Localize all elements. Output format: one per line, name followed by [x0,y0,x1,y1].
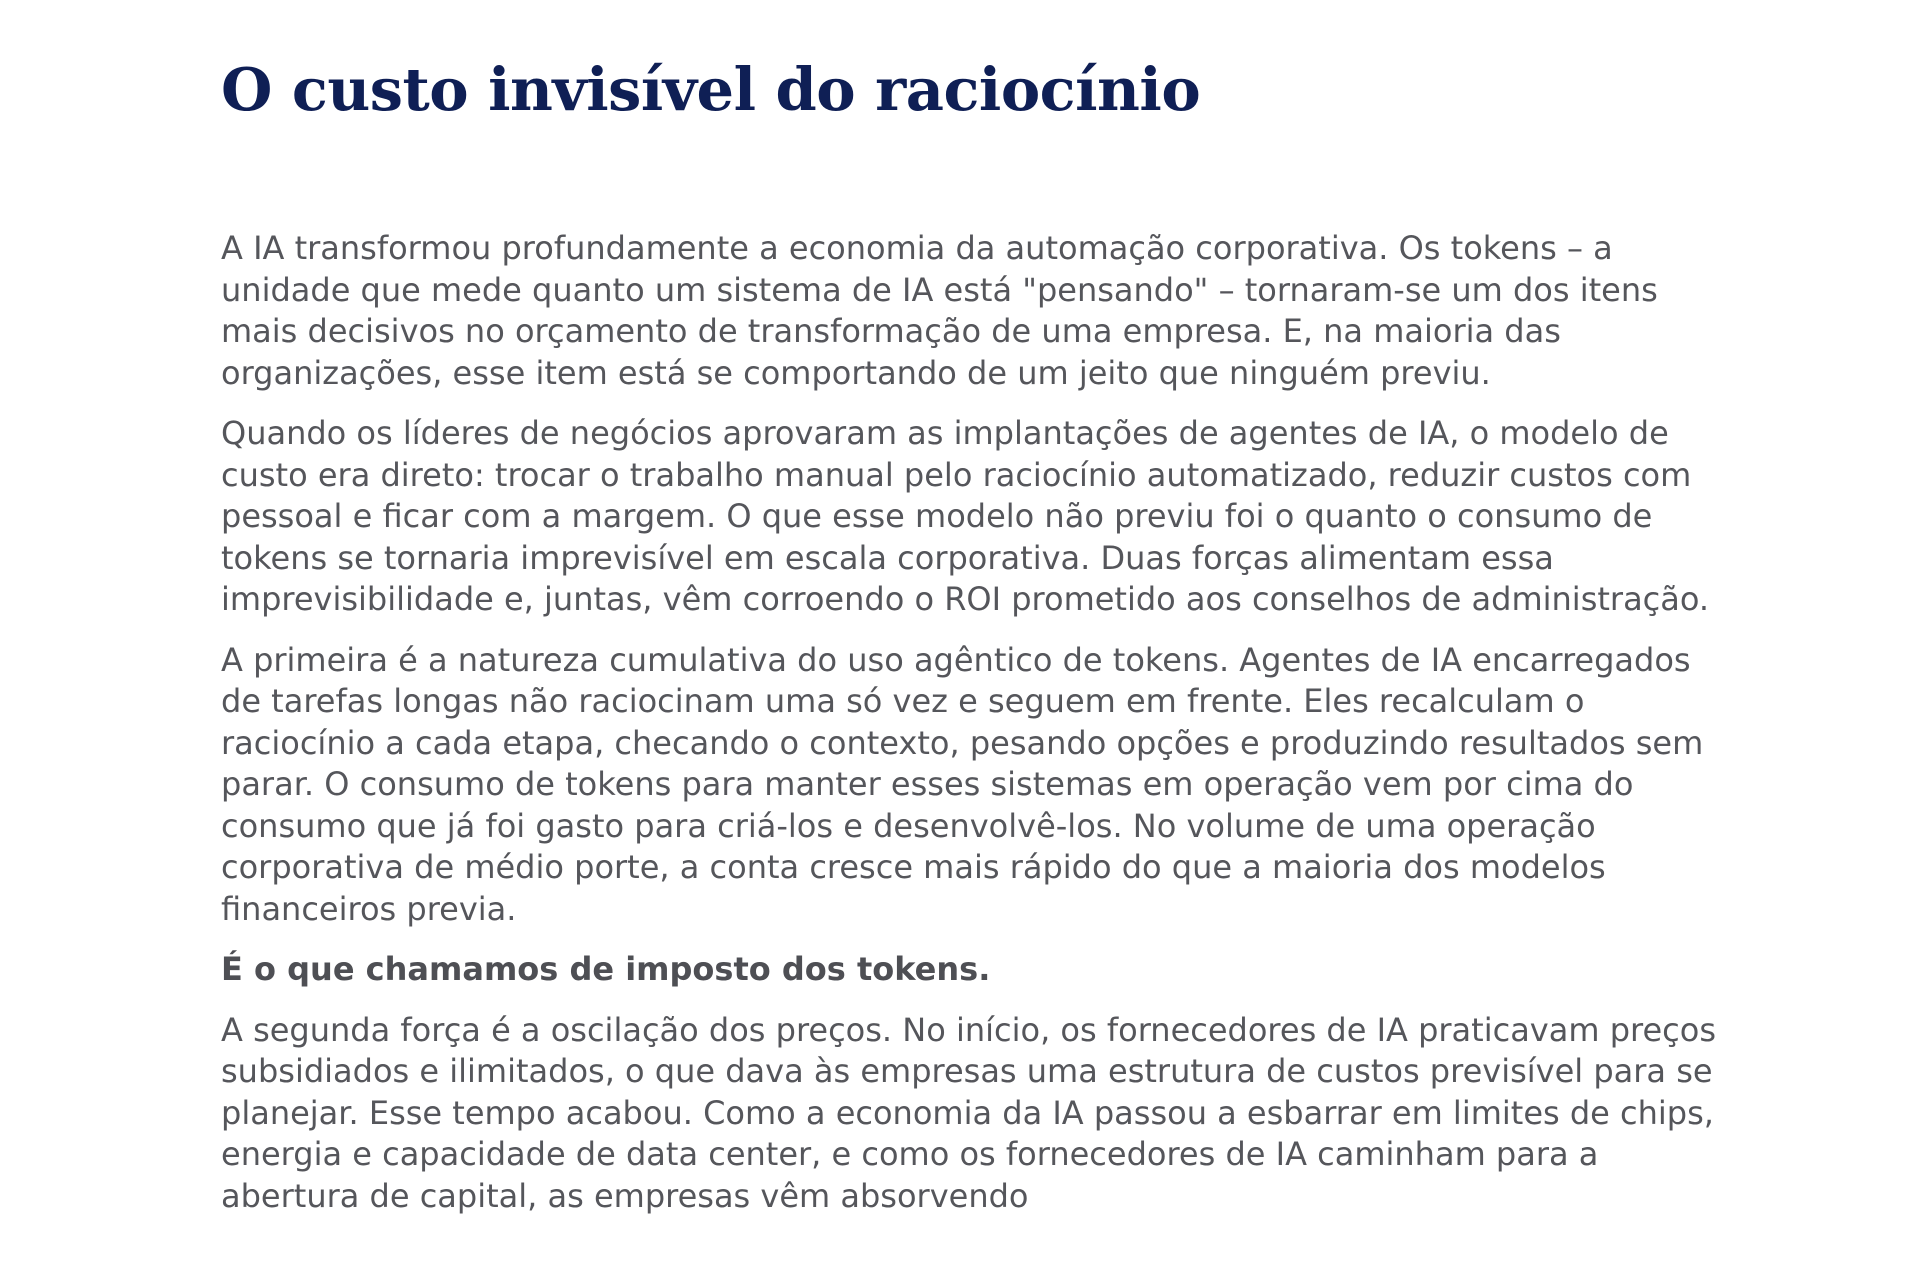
article [221,0,1721,1236]
article-title: O custo invisível do raciocínio [221,55,1201,124]
article-body [221,228,1721,1217]
paragraph-token-tax: É o que chamamos de imposto dos tokens. [221,950,991,988]
paragraph-cost-model: Quando os líderes de negócios aprovaram as implantações de agentes de IA, o modelo de custo era direto: trocar o trabalho manual pelo raciocínio automatizado, reduzir custos com pessoal e ficar com a margem. O que esse modelo não previu foi o quanto o consumo de tokens se tornaria imprevisível em escala corporativa. Duas forças alimentam essa imprevisibilidade e, juntas, vêm corroendo o ROI prometido aos conselhos de administração. [221,414,1710,618]
paragraph-second-force: A segunda força é a oscilação dos preços. No início, os fornecedores de IA praticavam preços subsidiados e ilimitados, o que dava às empresas uma estrutura de custos previsível para se planejar. Esse tempo acabou. Como a economia da IA passou a esbarrar em limites de chips, energia e capacidade de data center, e como os fornecedores de IA caminham para a abertura de capital, as empresas vêm absorvendo [221,1010,1716,1215]
paragraph-intro: A IA transformou profundamente a economia da automação corporativa. Os tokens – a unidade que mede quanto um sistema de IA está "pensando" – tornaram-se um dos itens mais decisivos no orçamento de transformação de uma empresa. E, na maioria das organizações, esse item está se comportando de um jeito que ninguém previu. [221,229,1658,392]
paragraph-first-force: A primeira é a natureza cumulativa do uso agêntico de tokens. Agentes de IA encarregados de tarefas longas não raciocinam uma só vez e seguem em frente. Eles recalculam o raciocínio a cada etapa, checando o contexto, pesando opções e produzindo resultados sem parar. O consumo de tokens para manter esses sistemas em operação vem por cima do consumo que já foi gasto para criá-los e desenvolvê-los. No volume de uma operação corporativa de médio porte, a conta cresce mais rápido do que a maioria dos modelos financeiros previa. [221,640,1704,928]
